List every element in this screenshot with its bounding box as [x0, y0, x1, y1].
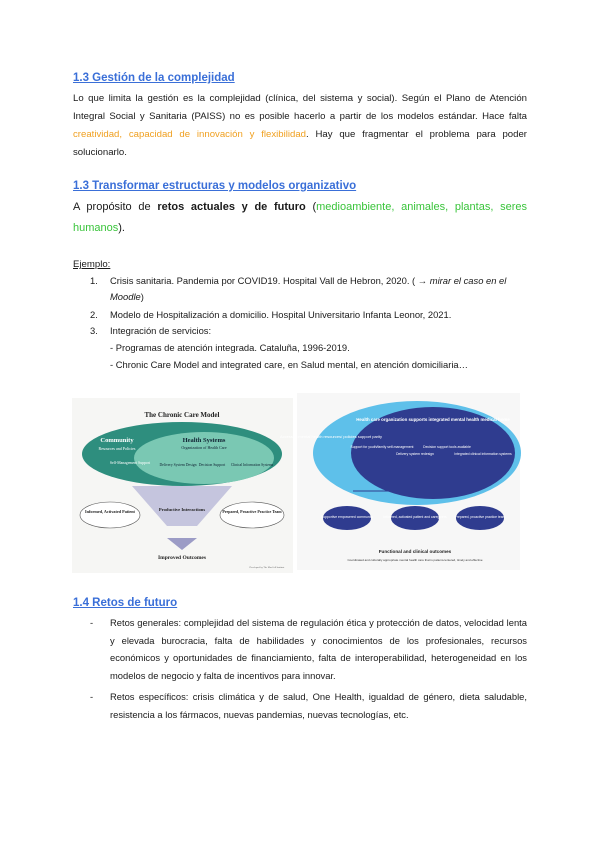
arrow-down [167, 538, 197, 550]
ccm-title: The Chronic Care Model [144, 411, 220, 419]
outcome-title: Functional and clinical outcomes [378, 549, 452, 554]
outcome-text: Coordinated and culturally appropriate mental health care that is patient-centered, timely and effective [347, 558, 483, 562]
sub-item: - Chronic Care Model and integrated care, en Salud mental, en atención domiciliaria… [110, 359, 469, 370]
top-label: Health care organization supports integrated mental health medical home [356, 417, 510, 422]
patient-ellipse [80, 502, 140, 528]
node-1-label: Supportive empowered community [320, 515, 374, 519]
heading-gestion-complejidad: 1.3 Gestión de la complejidad [73, 72, 235, 84]
dash-bullet: - [90, 691, 94, 702]
text-segment: . Hay que fragmentar el problema para poder solucionarlo. [73, 129, 528, 158]
interactions-label: Productive Interactions [158, 507, 206, 512]
component-4: Integrated clinical information systems [454, 452, 512, 456]
italic-moodle: mirar el caso en el Moodle [110, 275, 507, 302]
ccm-box-1: Self-Management Support [109, 461, 151, 465]
paragraph-complejidad [73, 90, 527, 162]
node-3-label: Prepared, proactive practice team [454, 515, 506, 519]
integrated-care-figure [279, 393, 520, 570]
credit-label: Developed by The MacColl Institute [249, 566, 285, 569]
community-sub: Resources and Policies [98, 446, 136, 451]
component-3: Decision support tools available [423, 445, 471, 449]
heading-retos-futuro: 1.4 Retos de futuro [73, 597, 178, 609]
list-number: 2. [90, 309, 98, 320]
text-segment: A propósito de [73, 201, 158, 213]
example-list [90, 273, 530, 373]
list-text: Retos específicos: crisis climática y de salud, One Health, igualdad de género, dieta saludable, resistencia a los fármacos, nuevas pandemias, nuevas tecnologías, etc. [110, 691, 527, 720]
text-segment: ( [305, 201, 317, 213]
ccm-box-3: Decision Support [198, 463, 226, 467]
green-ambitos: medioambiente, animales, plantas, seres humanos [73, 201, 527, 234]
list-text: Integración de servicios: [110, 325, 212, 336]
list-item [90, 688, 527, 723]
health-systems-label: Health Systems [182, 437, 226, 444]
funnel-shape [132, 486, 232, 526]
left-oval-label: Access to mental health resources/ policies support parity [279, 434, 383, 439]
health-systems-sub: Organization of Health Care [181, 445, 227, 450]
dash-bullet: - [90, 617, 94, 628]
bold-retos: retos actuales y de futuro [157, 201, 306, 213]
ccm-box-4: Clinical Information Systems [230, 463, 274, 467]
paragraph-proposito [73, 197, 527, 239]
list-number: 3. [90, 325, 98, 336]
component-2: Delivery system redesign [396, 452, 434, 456]
outcomes-label: Improved Outcomes [157, 555, 207, 561]
list-text: Modelo de Hospitalización a domicilio. Hospital Universitario Infanta Leonor, 2021. [110, 309, 452, 320]
chronic-care-model-figure [72, 398, 293, 573]
ccm-box-2: Delivery System Design [159, 463, 197, 467]
list-number: 1. [90, 275, 98, 286]
team-ellipse [220, 502, 284, 528]
node-2-label: Informed, activated patient and caregivers [383, 515, 447, 519]
list-item [90, 323, 530, 339]
community-label: Community [100, 437, 134, 444]
heading-transformar-estructuras: 1.3 Transformar estructuras y modelos organizativo [73, 180, 357, 192]
list-text: Crisis sanitaria. Pandemia por COVID19. Hospital Vall de Hebron, 2020. ( → [110, 275, 430, 286]
text-segment: ). [118, 222, 125, 234]
sub-item: - Programas de atención integrada. Cataluña, 1996-2019. [110, 342, 350, 353]
highlight-creatividad: creatividad, capacidad de innovación y flexibilidad [73, 129, 306, 140]
list-item [90, 307, 530, 323]
text-segment: Lo que limita la gestión es la complejidad (clínica, del sistema y social). Según el Plano de Atención Integral Social y Sanitaria (PAISS) no es posible hacerlo a partir de los modelos estándar. Hace falta [73, 93, 527, 122]
component-1: Support for youth/family self-management [350, 445, 414, 449]
list-item [90, 273, 530, 305]
team-label: Prepared, Proactive Practice Team [222, 509, 282, 514]
list-text: ) [140, 291, 144, 302]
patient-label: Informed, Activated Patient [85, 509, 135, 514]
retos-list [90, 614, 527, 723]
list-text: Retos generales: complejidad del sistema de regulación ética y protección de datos, velocidad lenta y elevada burocracia, falta de habilidades y conocimientos de los profesionales, recursos económicos y oportunidades de financiamiento, falta de interoperabilidad, heterogeneidad en los modelos de negocio y falta de incentivos para innovar. [110, 617, 527, 681]
list-item [90, 614, 527, 684]
heading-ejemplo: Ejemplo: [73, 259, 111, 270]
